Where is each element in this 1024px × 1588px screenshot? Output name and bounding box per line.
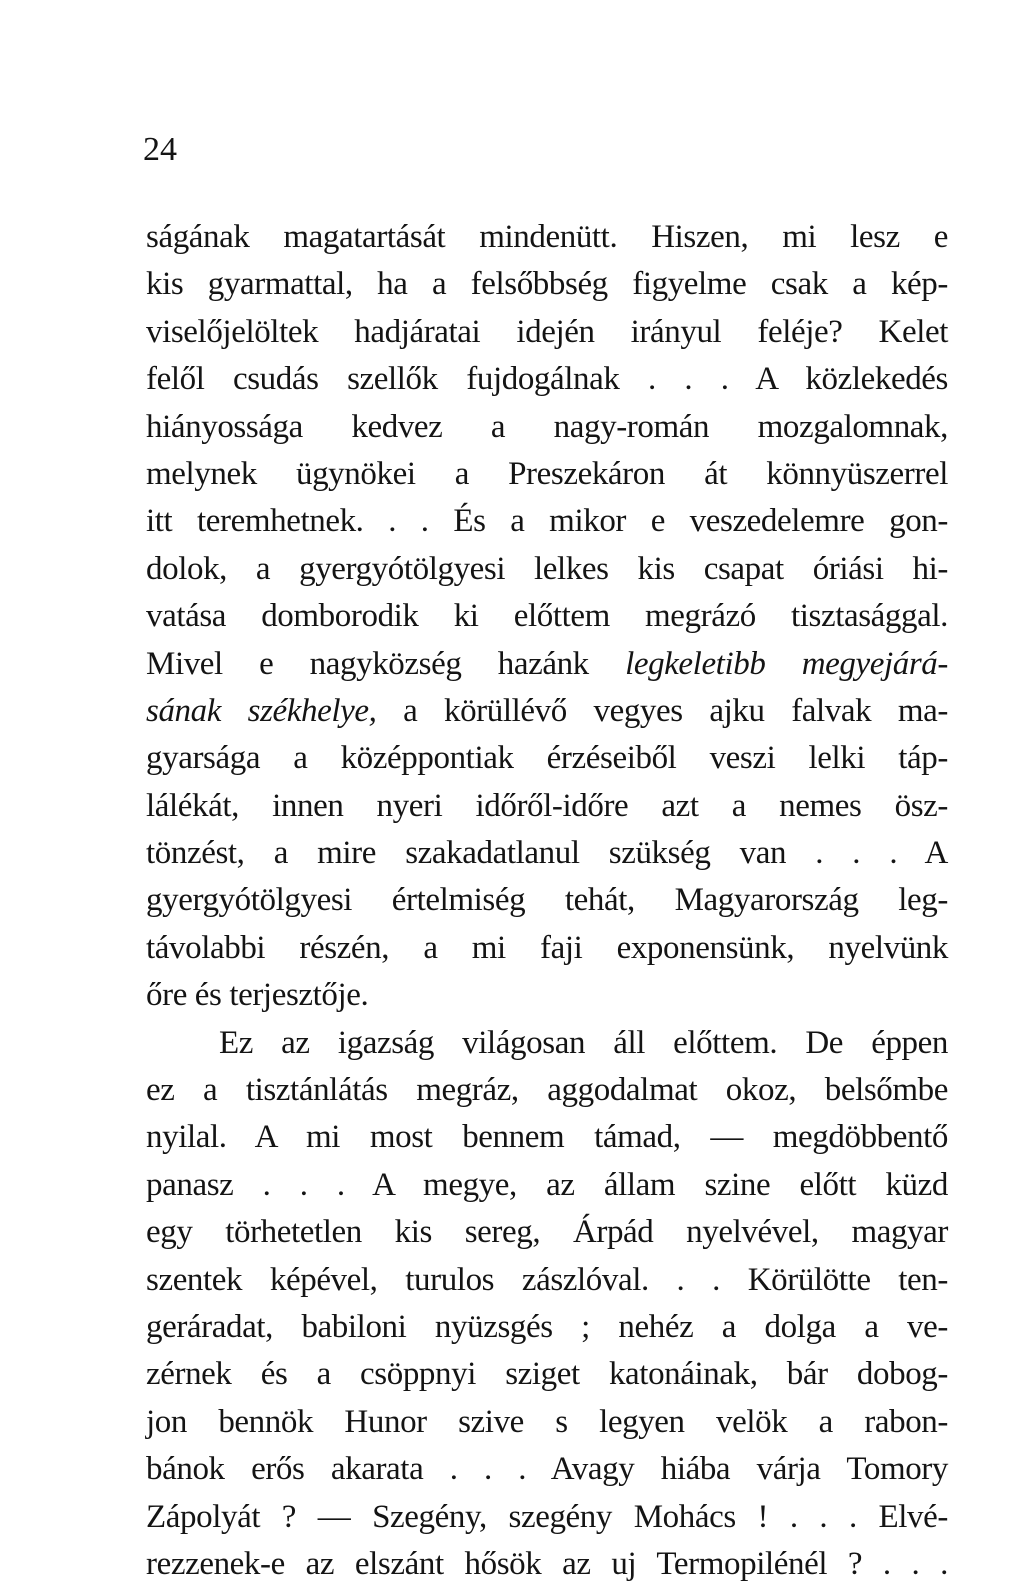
italic-text: sának székhelye, <box>146 692 377 729</box>
text-line: viselőjelöltek hadjáratai idején irányul feléje? Kelet <box>146 313 948 350</box>
paragraph <box>146 641 948 1020</box>
text-line: panasz . . . A megye, az állam szine előtt küzd <box>146 1166 948 1203</box>
text-line <box>146 688 948 735</box>
text-line: vatása domborodik ki előttem megrázó tisztasággal. <box>146 598 948 635</box>
text-line: tönzést, a mire szakadatlanul szükség van . . . A <box>146 835 948 872</box>
text-line: szentek képével, turulos zászlóval. . . Körülötte ten- <box>146 1261 948 1298</box>
text-line: itt teremhetnek. . . És a mikor e veszedelemre gon- <box>146 503 948 540</box>
text-line: geráradat, babiloni nyüzsgés ; nehéz a dolga a ve- <box>146 1308 948 1345</box>
text-line: ez a tisztánlátás megráz, aggodalmat okoz, belsőmbe <box>146 1072 948 1109</box>
body-text <box>146 214 948 1588</box>
text-line: rezzenek-e az elszánt hősök az uj Termopilénél ? . . . <box>146 1545 948 1582</box>
text-run: Mivel e nagyközség hazánk <box>146 645 626 682</box>
text-line: nyilal. A mi most bennem támad, — megdöbbentő <box>146 1119 948 1156</box>
text-line: gyarsága a középpontiak érzéseiből veszi lelki táp- <box>146 740 948 777</box>
italic-text: legkeletibb megyejárá- <box>625 645 948 682</box>
text-line: ságának magatartását mindenütt. Hiszen, mi lesz e <box>146 219 948 255</box>
paragraph <box>146 214 948 641</box>
text-line: távolabbi részén, a mi faji exponensünk, nyelvünk <box>146 929 948 966</box>
page-number: 24 <box>143 131 177 168</box>
text-line: bánok erős akarata . . . Avagy hiába várja Tomory <box>146 1451 948 1488</box>
paragraph <box>146 1020 948 1588</box>
text-line: dolok, a gyergyótölgyesi lelkes kis csapat óriási hi- <box>146 550 948 587</box>
text-line: hiányossága kedvez a nagy-román mozgalomnak, <box>146 408 948 445</box>
text-line: jon bennök Hunor szive s legyen velök a rabon- <box>146 1403 948 1440</box>
text-line: gyergyótölgyesi értelmiség tehát, Magyarország leg- <box>146 882 948 919</box>
text-line: őre és terjesztője. <box>146 977 369 1014</box>
text-line: zérnek és a csöppnyi sziget katonáinak, bár dobog- <box>146 1356 948 1393</box>
text-run: a körüllévő vegyes ajku falvak ma- <box>376 692 948 729</box>
text-line: melynek ügynökei a Preszekáron át könnyüszerrel <box>146 455 948 492</box>
text-line <box>146 641 948 688</box>
text-line: felől csudás szellők fujdogálnak . . . A közlekedés <box>146 361 948 398</box>
text-line: Ez az igazság világosan áll előttem. De éppen <box>219 1024 948 1061</box>
text-line: kis gyarmattal, ha a felsőbbség figyelme csak a kép- <box>146 266 948 303</box>
text-line: egy törhetetlen kis sereg, Árpád nyelvével, magyar <box>146 1214 948 1251</box>
text-line: lálékát, innen nyeri időről-időre azt a nemes ösz- <box>146 787 948 824</box>
text-line: Zápolyát ? — Szegény, szegény Mohács ! . . . Elvé- <box>146 1498 948 1535</box>
